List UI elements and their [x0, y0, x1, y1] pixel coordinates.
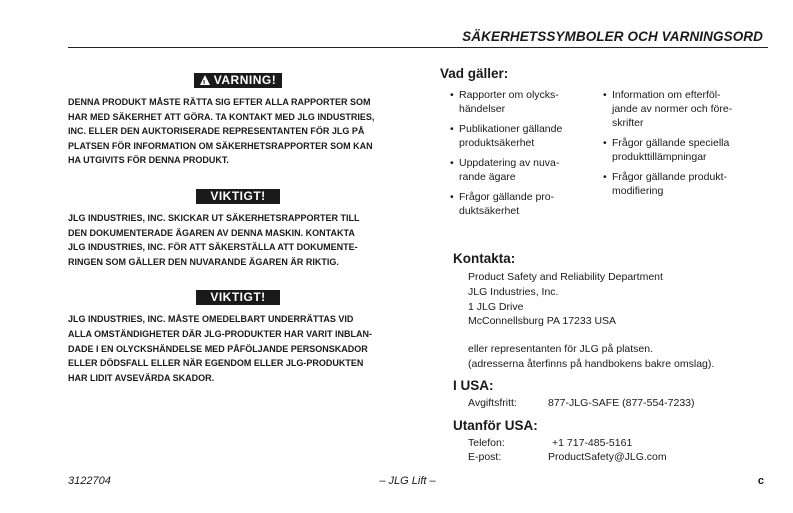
- address-line: 1 JLG Drive: [468, 300, 524, 313]
- list-item-line: händelser: [459, 103, 506, 115]
- contact-heading: Kontakta:: [453, 251, 516, 266]
- warning-banner: [194, 73, 282, 88]
- warning-block: [68, 71, 408, 168]
- list-item: [450, 156, 590, 184]
- text-line: HAR LIDIT AVSEVÄRDA SKADOR.: [68, 372, 215, 383]
- header-divider: [68, 47, 768, 48]
- doc-number: 3122704: [68, 475, 111, 487]
- list-item-line: Frågor gällande pro-: [459, 191, 555, 203]
- email-row: [468, 450, 770, 465]
- text-line: JLG INDUSTRIES, INC. SKICKAR UT SÄKERHETSRAPPORTER TILL: [68, 212, 360, 223]
- list-item: [603, 170, 768, 198]
- text-line: HAR MED SÄKERHET ATT GÖRA. TA KONTAKT MED JLG INDUSTRIES,: [68, 111, 375, 122]
- list-item-line: Frågor gällande produkt-: [612, 171, 727, 183]
- usa-heading: I USA:: [453, 377, 494, 393]
- text-line: ELLER DÖDSFALL ELLER NÄR EGENDOM ELLER JLG-PRODUKTEN: [68, 358, 364, 369]
- note-line: eller representanten för JLG på platsen.: [468, 343, 654, 356]
- email-label: E-post:: [468, 451, 502, 464]
- important-banner: VIKTIGT!: [196, 290, 279, 305]
- left-column: [68, 71, 408, 385]
- text-line: DENNA PRODUKT MÅSTE RÄTTA SIG EFTER ALLA RAPPORTER SOM: [68, 97, 371, 107]
- warning-banner-label: VARNING!: [213, 73, 277, 87]
- list-item: [450, 190, 590, 218]
- text-line: JLG INDUSTRIES, INC. FÖR ATT SÄKERSTÄLLA ATT DOKUMENTE-: [68, 242, 358, 253]
- important-block-2: [68, 288, 408, 385]
- outside-usa-heading: Utanför USA:: [453, 417, 538, 433]
- bullet: •: [603, 171, 607, 183]
- text-line: RINGEN SOM GÄLLER DEN NUVARANDE ÄGAREN ÄR RIKTIG.: [68, 256, 339, 267]
- list-item: [450, 122, 590, 150]
- applies-list-col-1: [450, 88, 590, 224]
- bullet: •: [603, 89, 607, 101]
- text-line: HA UTGIVITS FÖR DENNA PRODUKT.: [68, 155, 229, 166]
- address-line: Product Safety and Reliability Department: [468, 271, 663, 283]
- list-item-line: produkttillämpningar: [612, 151, 707, 163]
- page-number: c: [757, 475, 764, 487]
- bullet: •: [450, 157, 454, 169]
- list-item: [450, 88, 590, 116]
- list-item-line: Rapporter om olycks-: [459, 89, 559, 101]
- tollfree-number: 877-JLG-SAFE (877-554-7233): [548, 396, 695, 409]
- list-item-line: Uppdatering av nuva-: [459, 157, 560, 169]
- applies-heading: Vad gäller:: [440, 66, 509, 81]
- list-item-line: rande ägare: [459, 171, 516, 183]
- outside-usa-details: [468, 436, 770, 466]
- list-item-line: skrifter: [612, 117, 644, 129]
- list-item-line: Information om efterföl-: [612, 89, 721, 101]
- phone-number: +1 717-485-5161: [552, 436, 633, 449]
- phone-row: [468, 436, 770, 451]
- text-line: DEN DOKUMENTERADE ÄGAREN AV DENNA MASKIN. KONTAKTA: [68, 227, 355, 238]
- bullet: •: [450, 89, 454, 101]
- warning-text: [68, 95, 408, 168]
- email-address[interactable]: ProductSafety@JLG.com: [548, 451, 667, 464]
- phone-label: Telefon:: [468, 436, 505, 449]
- footer-center: – JLG Lift –: [379, 475, 436, 487]
- list-item-line: Publikationer gällande: [459, 123, 563, 135]
- list-item-line: produktsäkerhet: [459, 137, 535, 149]
- list-item: [603, 88, 768, 130]
- bullet: •: [603, 137, 607, 149]
- important-text-2: [68, 312, 408, 385]
- text-line: DADE I EN OLYCKSHÄNDELSE MED PÅFÖLJANDE PERSONSKADOR: [68, 343, 368, 354]
- address-line: McConnellsburg PA 17233 USA: [468, 315, 617, 328]
- list-item-line: jande av normer och före-: [612, 103, 733, 115]
- text-line: PLATSEN FÖR INFORMATION OM SÄKERHETSRAPPORTER SOM KAN: [68, 140, 373, 151]
- important-block-1: [68, 187, 408, 269]
- list-item-line: modifiering: [612, 185, 664, 197]
- bullet: •: [450, 191, 454, 203]
- list-item: [603, 136, 768, 164]
- text-line: INC. ELLER DEN AUKTORISERADE REPRESENTANTEN FÖR JLG PÅ: [68, 126, 365, 137]
- tollfree-label: Avgiftsfritt:: [468, 396, 517, 409]
- text-line: ALLA OMSTÄNDIGHETER DÄR JLG-PRODUKTER HAR VARIT INBLAN-: [68, 328, 372, 339]
- applies-list: [440, 88, 770, 238]
- bullet: •: [450, 123, 454, 135]
- warning-triangle-icon: [200, 75, 210, 85]
- text-line: JLG INDUSTRIES, INC. MÅSTE OMEDELBART UNDERRÄTTAS VID: [68, 314, 354, 325]
- note-line: (adresserna återfinns på handbokens bakre omslag).: [468, 357, 715, 370]
- applies-list-col-2: [603, 88, 768, 204]
- contact-address: [468, 270, 770, 329]
- right-column: [440, 66, 770, 465]
- important-text-1: [68, 211, 408, 269]
- usa-tollfree-row: [468, 396, 770, 411]
- contact-note: [468, 342, 770, 372]
- list-item-line: Frågor gällande speciella: [612, 137, 730, 149]
- page-title: SÄKERHETSSYMBOLER OCH VARNINGSORD: [462, 29, 763, 44]
- contact-section: [453, 251, 770, 465]
- address-line: JLG Industries, Inc.: [468, 285, 559, 298]
- important-banner: VIKTIGT!: [196, 189, 279, 204]
- list-item-line: duktsäkerhet: [459, 205, 520, 217]
